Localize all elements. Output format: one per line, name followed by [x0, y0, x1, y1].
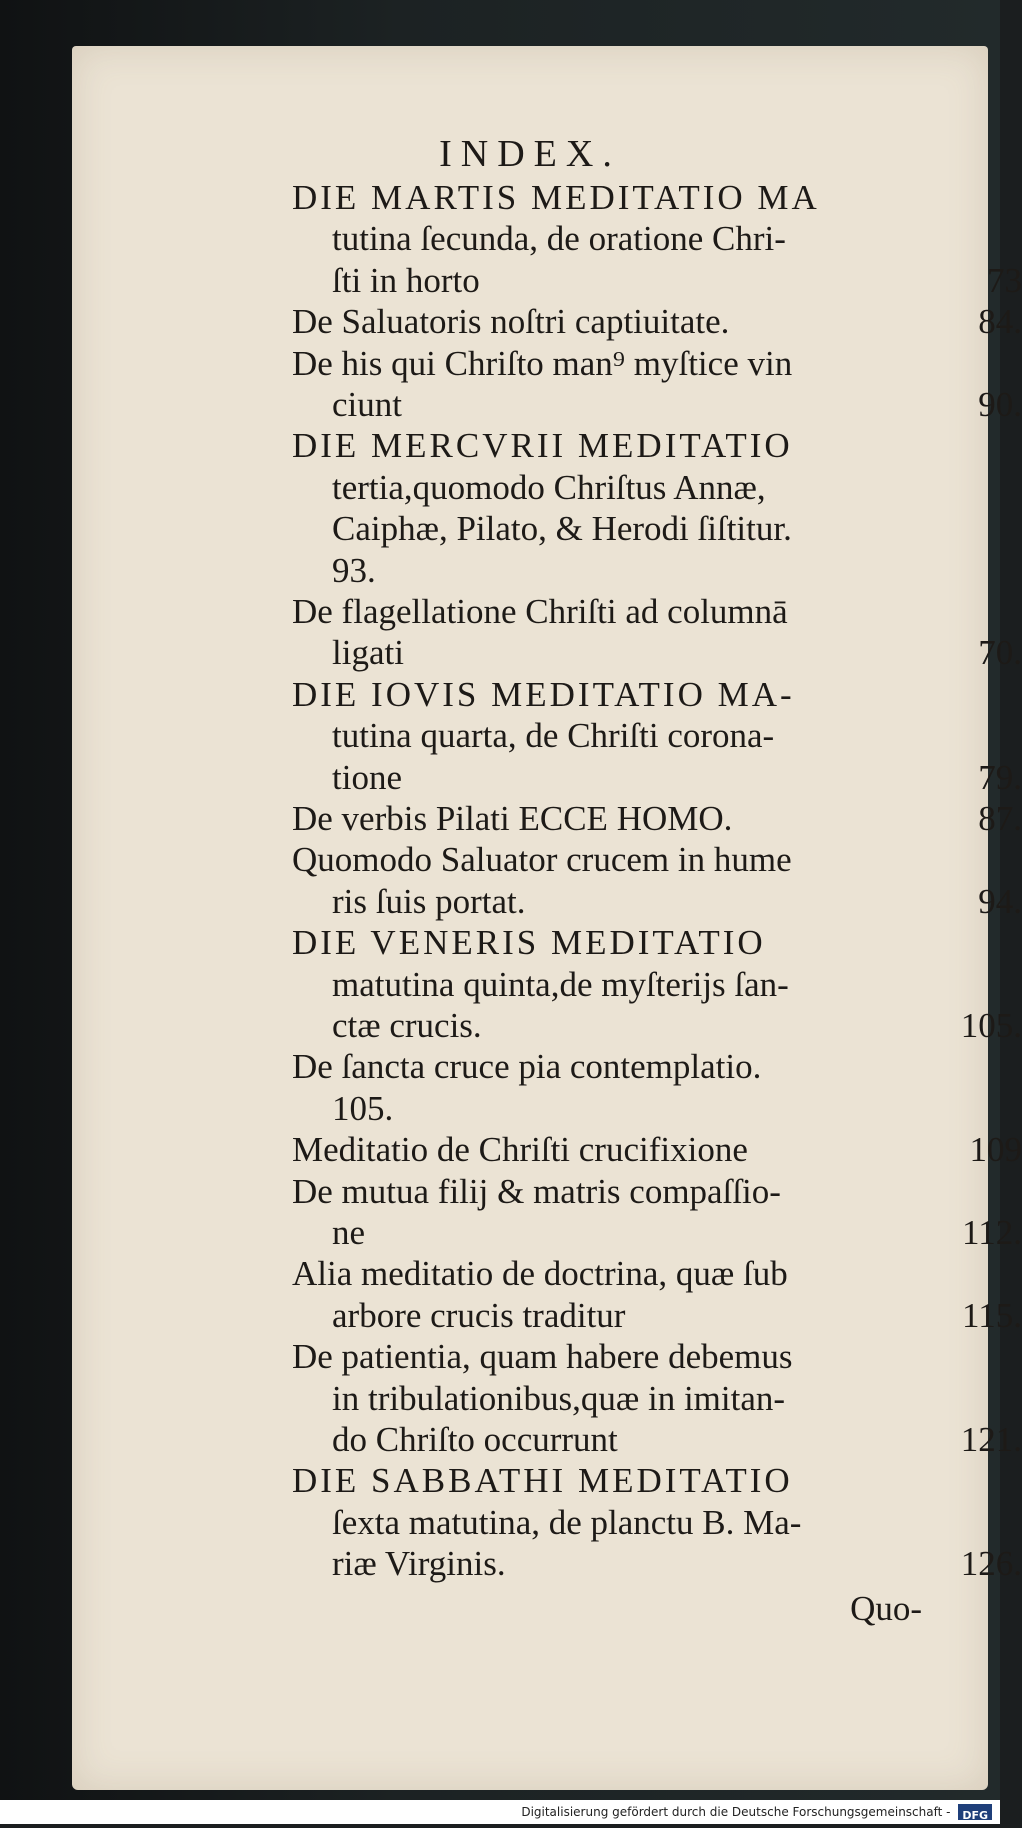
index-entry: [332, 882, 1022, 922]
entry-text: 105.: [332, 1089, 1010, 1129]
index-entry: [332, 468, 1022, 508]
index-entry: [332, 965, 1022, 1005]
page-header: INDEX.: [72, 132, 988, 176]
entry-text: De his qui Chriſto man⁹ myſtice vin: [292, 344, 1010, 384]
entry-text: De flagellatione Chriſti ad columnā: [292, 592, 1010, 632]
entry-text: tutina quarta, de Chriſti corona-: [332, 716, 1010, 756]
index-entry: [332, 385, 1022, 425]
index-entry: [332, 1420, 1022, 1460]
index-entry: [292, 840, 1022, 880]
entry-text: Caiphæ, Pilato, & Herodi ſiſtitur.: [332, 509, 1010, 549]
entry-text: 93.: [332, 551, 1010, 591]
entry-text: Alia meditatio de doctrina, quæ ſub: [292, 1254, 1010, 1294]
index-entry: [332, 551, 1022, 591]
index-entry: [292, 592, 1022, 632]
index-entry: [332, 1089, 1022, 1129]
entry-text: ligati: [332, 633, 966, 673]
entry-page-number: 70.: [978, 633, 1022, 673]
entry-text: DIE MARTIS MEDITATIO MA: [292, 178, 1010, 218]
book-page: [72, 46, 988, 1790]
entry-page-number: 73: [987, 261, 1022, 301]
index-entry: [332, 1213, 1022, 1253]
entry-page-number: 112.: [962, 1213, 1022, 1253]
entry-text: riæ Virginis.: [332, 1544, 949, 1584]
index-entry: [292, 344, 1022, 384]
index-entry: [292, 675, 1022, 715]
entry-page-number: 84.: [978, 302, 1022, 342]
entry-text: De verbis Pilati ECCE HOMO.: [292, 799, 966, 839]
entry-page-number: 79.: [978, 758, 1022, 798]
entry-text: De patientia, quam habere debemus: [292, 1337, 1010, 1377]
index-entry: [292, 1047, 1022, 1087]
entry-text: ciunt: [332, 385, 966, 425]
index-entry: [332, 261, 1022, 301]
index-entry: [332, 1503, 1022, 1543]
index-entry: [332, 716, 1022, 756]
entry-text: Meditatio de Chriſti crucifixione: [292, 1130, 958, 1170]
index-entry: [292, 426, 1022, 466]
footer-text: Digitalisierung gefördert durch die Deutsche Forschungsgemeinschaft -: [521, 1800, 950, 1824]
entry-text: DIE MERCVRII MEDITATIO: [292, 426, 1010, 466]
index-entry: [332, 1296, 1022, 1336]
entry-text: tutina ſecunda, de oratione Chri-: [332, 219, 1010, 259]
entry-page-number: 126.: [961, 1544, 1022, 1584]
entry-page-number: 121.: [961, 1420, 1022, 1460]
index-entry: [292, 1130, 1022, 1170]
entry-page-number: 87.: [978, 799, 1022, 839]
entry-text: ſti in horto: [332, 261, 975, 301]
entry-text: tione: [332, 758, 966, 798]
entry-text: DIE SABBATHI MEDITATIO: [292, 1461, 1010, 1501]
dfg-logo: DFG: [958, 1804, 992, 1820]
index-entry: [332, 509, 1022, 549]
catchword: Quo-: [850, 1589, 922, 1629]
entry-page-number: 109: [970, 1130, 1022, 1170]
entry-page-number: 115.: [962, 1296, 1022, 1336]
entry-text: in tribulationibus,quæ in imitan-: [332, 1379, 1010, 1419]
entry-text: arbore crucis traditur: [332, 1296, 950, 1336]
index-entry: [292, 1254, 1022, 1294]
entry-text: ne: [332, 1213, 950, 1253]
index-entry: [292, 1172, 1022, 1212]
entry-text: De mutua filij & matris compaſſio-: [292, 1172, 1010, 1212]
index-entry: [292, 923, 1022, 963]
entry-text: tertia,quomodo Chriſtus Annæ,: [332, 468, 1010, 508]
entry-text: do Chriſto occurrunt: [332, 1420, 949, 1460]
index-entry: [292, 1337, 1022, 1377]
entry-text: DIE VENERIS MEDITATIO: [292, 923, 1010, 963]
entry-text: De Saluatoris noſtri captiuitate.: [292, 302, 966, 342]
entry-text: matutina quinta,de myſterijs ſan-: [332, 965, 1010, 1005]
entry-text: ctæ crucis.: [332, 1006, 949, 1046]
entry-text: ſexta matutina, de planctu B. Ma-: [332, 1503, 1010, 1543]
index-entry: [292, 178, 1022, 218]
entry-text: Quomodo Saluator crucem in hume: [292, 840, 1010, 880]
index-entry: [332, 219, 1022, 259]
index-entry: [292, 799, 1022, 839]
entry-text: DIE IOVIS MEDITATIO MA-: [292, 675, 1010, 715]
index-entry: [332, 633, 1022, 673]
entry-text: ris ſuis portat.: [332, 882, 966, 922]
index-entry: [332, 1006, 1022, 1046]
index-entry: [292, 1461, 1022, 1501]
index-entry: [292, 302, 1022, 342]
index-entry: [332, 1379, 1022, 1419]
entry-page-number: 90.: [978, 385, 1022, 425]
footer-bar: [0, 1800, 1000, 1824]
entry-page-number: 94.: [978, 882, 1022, 922]
entry-page-number: 105.: [961, 1006, 1022, 1046]
index-entry: [332, 1544, 1022, 1584]
index-entry: [332, 758, 1022, 798]
entry-text: De ſancta cruce pia contemplatio.: [292, 1047, 1010, 1087]
